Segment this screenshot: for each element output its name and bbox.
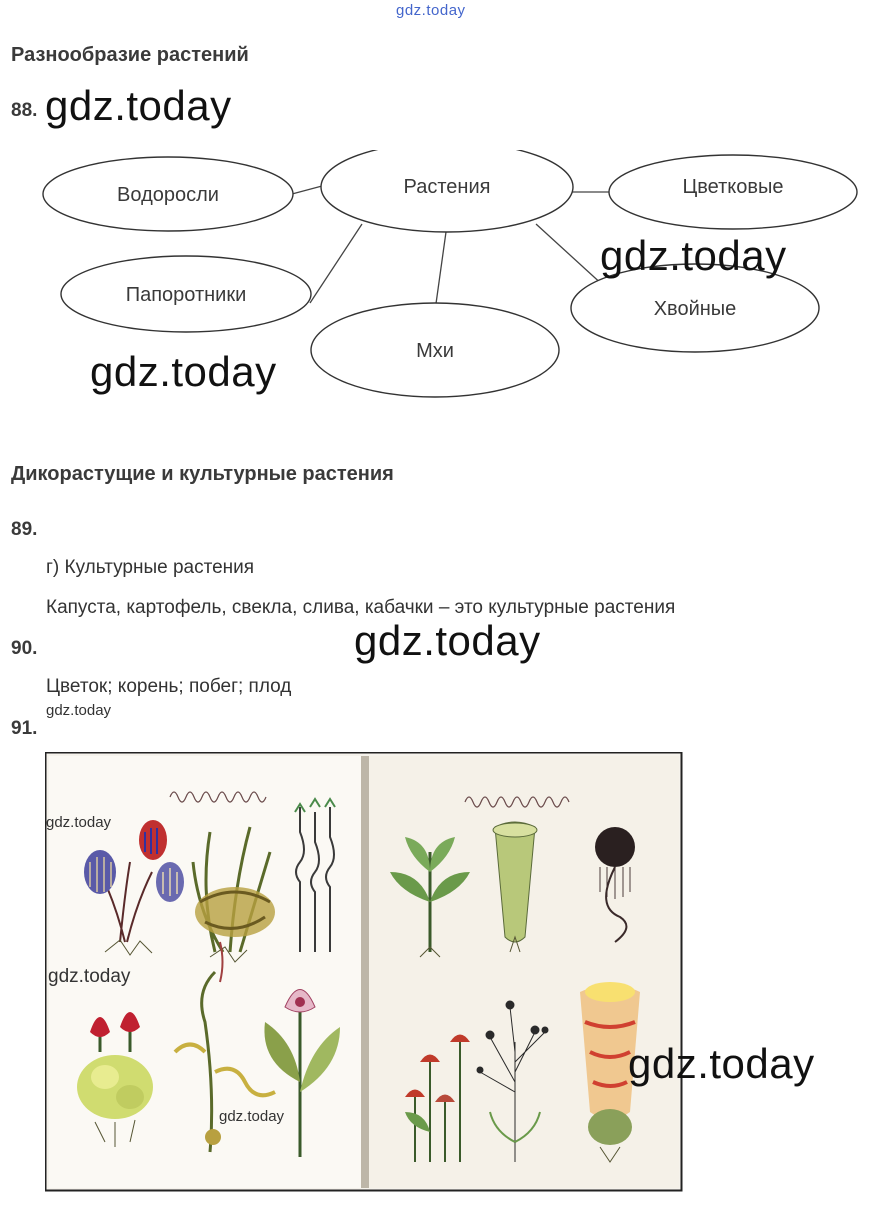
node-label-mosses: Мхи	[416, 340, 454, 362]
connector-line	[292, 186, 322, 194]
watermark: gdz.today	[46, 814, 112, 831]
watermark: gdz.today	[219, 1108, 285, 1125]
node-label-ferns: Папоротники	[125, 284, 247, 306]
node-label-algae: Водоросли	[117, 184, 219, 206]
task89-answer-label: г) Культурные растения	[46, 557, 255, 578]
task-number-89: 89.	[11, 519, 38, 540]
task90-answer-text: Цветок; корень; побег; плод	[46, 676, 292, 697]
node-label-conifers: Хвойные	[653, 298, 737, 320]
watermark: gdz.today	[90, 348, 277, 395]
watermark: gdz.today	[354, 617, 541, 664]
watermark: gdz.today	[45, 82, 232, 129]
task89-answer-text: Капуста, картофель, свекла, слива, кабачки – это культурные растения	[46, 597, 676, 618]
task-number-88: 88.	[11, 100, 38, 121]
task-number-90: 90.	[11, 638, 38, 659]
watermark: gdz.today	[48, 966, 131, 987]
section-title-wild-and-cultivated: Дикорастущие и культурные растения	[11, 463, 394, 485]
plant-book-illustration	[45, 752, 683, 1192]
connector-line	[536, 224, 605, 287]
node-label-center: Растения	[403, 176, 491, 198]
node-label-flowering: Цветковые	[682, 176, 784, 198]
watermark: gdz.today	[628, 1040, 815, 1087]
watermark: gdz.today	[46, 702, 112, 719]
connector-line	[310, 224, 362, 303]
section-title-plant-diversity: Разнообразие растений	[11, 44, 249, 66]
header-watermark: gdz.today	[396, 2, 466, 19]
task-number-91: 91.	[11, 718, 38, 739]
watermark: gdz.today	[600, 232, 787, 279]
